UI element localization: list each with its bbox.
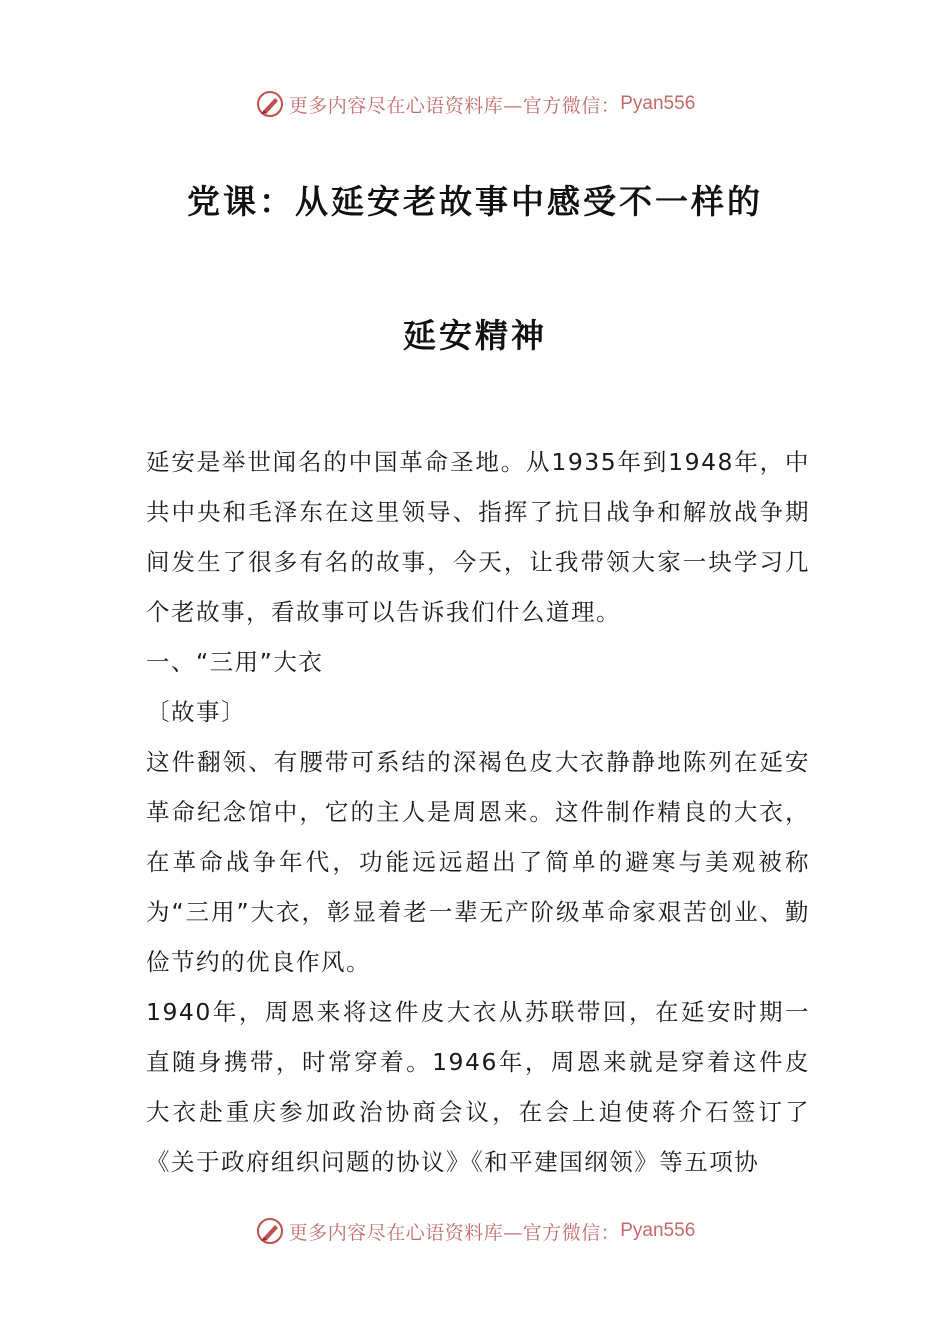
story-label: 〔故事〕 — [146, 698, 246, 726]
header-watermark-banner — [0, 84, 950, 124]
document-title-line-2: 延安精神 — [403, 316, 547, 355]
banner-text: 更多内容尽在心语资料库—官方微信： — [288, 94, 621, 117]
banner-wechat-id: Pyan556 — [620, 1220, 696, 1241]
banner-text: 更多内容尽在心语资料库—官方微信： — [288, 1221, 621, 1244]
footer-watermark-banner — [0, 1211, 950, 1251]
banner-wechat-id: Pyan556 — [620, 93, 696, 114]
pen-logo-icon — [255, 1216, 285, 1246]
paragraph-intro: 延安是举世闻名的中国革命圣地。从1935年到1948年，中共中央和毛泽东在这里领导、指挥了抗日战争和解放战争期间发生了很多有名的故事，今天，让我带领大家一块学习几个老故事，看故事可以告诉我们什么道理。 — [146, 448, 810, 626]
pen-logo-icon — [255, 89, 285, 119]
document-body — [146, 437, 810, 1187]
paragraph-history: 1940年，周恩来将这件皮大衣从苏联带回，在延安时期一直随身携带，时常穿着。1946年，周恩来就是穿着这件皮大衣赴重庆参加政治协商会议，在会上迫使蒋介石签订了《关于政府组织问题的协议》《和平建国纲领》等五项协 — [146, 998, 810, 1176]
document-title-line-1: 党课：从延安老故事中感受不一样的 — [187, 182, 763, 221]
section-heading: 一、“三用”大衣 — [146, 648, 324, 676]
paragraph-story: 这件翻领、有腰带可系结的深褐色皮大衣静静地陈列在延安革命纪念馆中，它的主人是周恩来。这件制作精良的大衣，在革命战争年代，功能远远超出了简单的避寒与美观被称为“三用”大衣，彰显着老一辈无产阶级革命家艰苦创业、勤俭节约的优良作风。 — [146, 748, 810, 976]
